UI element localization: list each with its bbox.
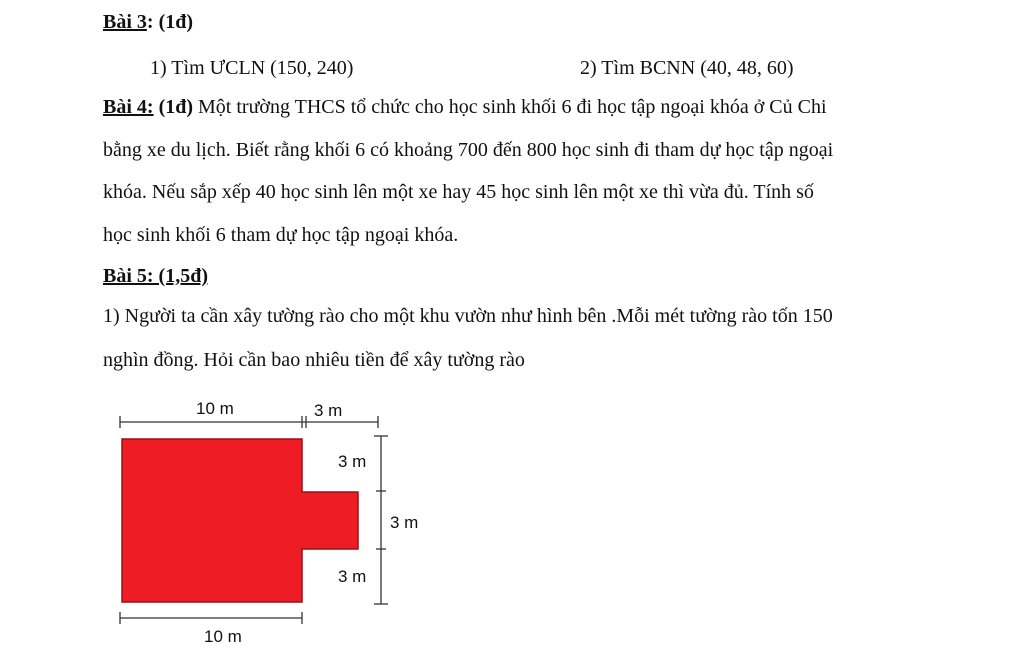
bai4-line-4: học sinh khối 6 tham dự học tập ngoại khóa. <box>103 224 459 246</box>
bai5-line-2: nghìn đồng. Hỏi cần bao nhiêu tiền để xây tường rào <box>103 349 525 371</box>
bai4-points: (1đ) <box>158 96 194 118</box>
bai3-question-1: 1) Tìm ƯCLN (150, 240) <box>150 57 354 79</box>
bai5-heading: Bài 5: (1,5đ) <box>103 265 208 287</box>
bai4-heading: Bài 4: <box>103 96 154 118</box>
top-right-dim-label: 3 m <box>314 401 343 420</box>
bai4-line-3: khóa. Nếu sắp xếp 40 học sinh lên một xe hay 45 học sinh lên một xe thì vừa đủ. Tính số <box>103 181 814 203</box>
bai5-title <box>103 264 208 288</box>
garden-figure <box>110 392 450 650</box>
bai3-points: : (1đ) <box>146 11 194 33</box>
top-left-dim-label: 10 m <box>196 399 234 418</box>
right-dim-label-1: 3 m <box>338 452 367 471</box>
garden-shape <box>122 439 358 602</box>
bai3-title <box>103 10 193 34</box>
right-dimension-line <box>374 436 388 604</box>
bai4-line-1 <box>103 95 827 119</box>
bai4-text-1: Một trường THCS tổ chức cho học sinh khối 6 đi học tập ngoại khóa ở Củ Chi <box>193 96 827 118</box>
bottom-dimension-line <box>120 612 302 624</box>
bai4-line-2: bằng xe du lịch. Biết rằng khối 6 có khoảng 700 đến 800 học sinh đi tham dự học tập ngoại <box>103 139 834 161</box>
bai5-line-1: 1) Người ta cần xây tường rào cho một khu vườn như hình bên .Mỗi mét tường rào tốn 150 <box>103 305 833 327</box>
right-dim-label-3: 3 m <box>338 567 367 586</box>
garden-diagram <box>110 392 450 650</box>
bai3-heading: Bài 3 <box>103 11 147 33</box>
bottom-dim-label: 10 m <box>204 627 242 646</box>
right-dim-label-2: 3 m <box>390 513 419 532</box>
bai3-question-2: 2) Tìm BCNN (40, 48, 60) <box>580 57 794 79</box>
